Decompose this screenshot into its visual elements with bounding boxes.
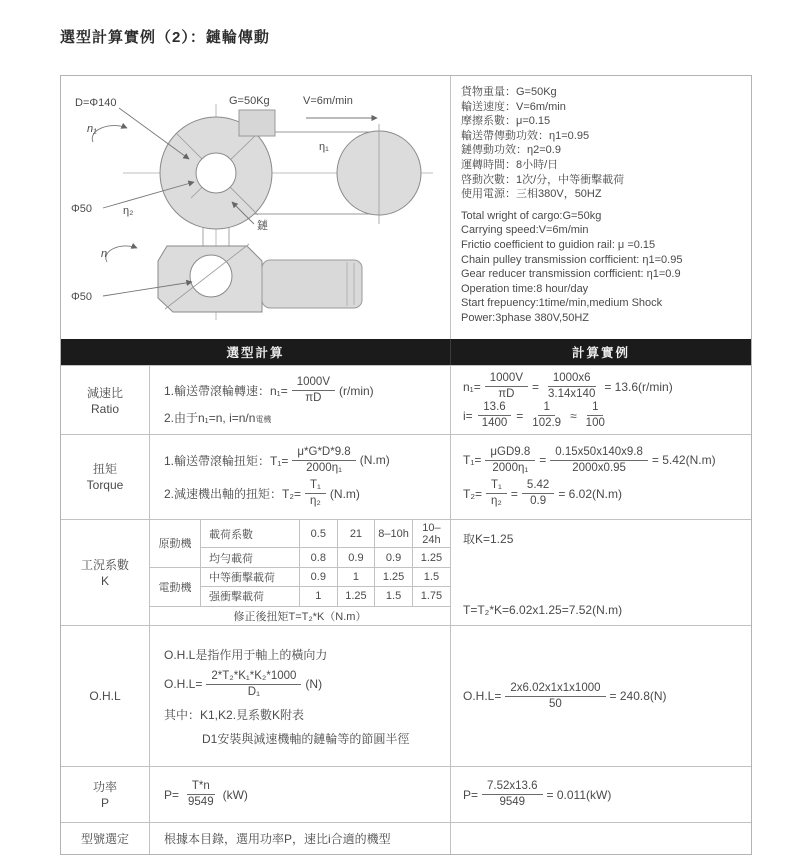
- fraction: $\frac{1000x6}{3.14x140}$: [548, 372, 596, 400]
- formula-line: 2.由于n₁=n, i=n/n 電機: [164, 411, 272, 425]
- formula-line: i= $\frac{13.6}{1400}$ = $\frac{1}{102.9}$ ≈ $\frac{1}{100}$: [463, 401, 743, 430]
- fraction: $\frac{7.52x13.6}{9549}$: [482, 780, 543, 809]
- formula-line: 1.輸送帶滾輪轉速：n₁= $\frac{1000V}{\pi D}$ (r/min): [164, 376, 374, 404]
- k-label-en: K: [100, 573, 109, 588]
- row-k-factor: [61, 519, 751, 625]
- spec-line: 使用電源：三相380V，50HZ: [461, 188, 602, 201]
- selection-calculation-table: [60, 75, 752, 855]
- k-cell: 1.5: [412, 567, 450, 586]
- k-cell: 0.5: [300, 520, 338, 548]
- fraction: $\frac{\text{T₁}}{\text{η₂}}$: [305, 479, 326, 508]
- header-selection-calc: 選型計算: [226, 346, 285, 360]
- specs-chinese: [461, 85, 741, 202]
- specifications-panel: [450, 76, 751, 344]
- k-cell: 0.9: [300, 567, 338, 586]
- ohl-note-1: 其中：K1,K2.見系數K附表: [164, 707, 305, 722]
- spec-line: Operation time:8 hour/day: [461, 282, 589, 295]
- n-label: n: [101, 248, 108, 260]
- k-example-cell: [450, 520, 751, 625]
- table-row: [150, 520, 450, 548]
- torque-label-zh: 扭矩: [92, 462, 117, 476]
- row-ohl: [61, 625, 751, 766]
- k-cell: 8–10h: [375, 520, 413, 548]
- ohl-label: [61, 626, 149, 766]
- formula-line: P= $\frac{T*n}{9549}$ (kW): [164, 780, 248, 808]
- phi50-bottom-label: Φ50: [71, 291, 93, 303]
- speed-label: V=6m/min: [303, 95, 353, 107]
- k-cell: 0.9: [375, 548, 413, 567]
- n1-label: n₁: [87, 123, 97, 135]
- ohl-definition: O.H.L是指作用于軸上的橫向力: [164, 647, 328, 662]
- ratio-label: [61, 366, 149, 436]
- fraction: $\frac{5.42}{0.9}$: [522, 479, 554, 508]
- k-cell: 1.25: [412, 548, 450, 567]
- k-label: [61, 520, 149, 625]
- formula-line: T₁= $\frac{\text{μGD9.8}}{\text{2000η₁}}$ = $\frac{0.15x50x140x9.8}{2000x0.95}$ = 5.42(N.m): [463, 445, 716, 474]
- k-cell: 1: [300, 587, 338, 606]
- cargo-weight-label: G=50Kg: [229, 95, 270, 107]
- torque-example-cell: [450, 435, 751, 519]
- row-model-selection: [61, 822, 751, 854]
- spec-line: 輸送帶傳動功效：η1=0.95: [461, 129, 590, 142]
- model-label-zh: 型號選定: [80, 831, 129, 846]
- formula-line: n₁= $\frac{1000V}{\pi D}$ = $\frac{1000x6}{3.14x140}$ = 13.6(r/min): [463, 372, 673, 400]
- conveyor-diagram: [61, 76, 450, 344]
- spec-line: Carrying speed:V=6m/min: [461, 224, 589, 237]
- k-calc-cell: [149, 520, 450, 625]
- row-ratio: [61, 365, 751, 434]
- ratio-label-zh: 減速比: [86, 386, 123, 400]
- fraction: $\frac{\text{T₁}}{\text{η₂}}$: [486, 479, 507, 508]
- fraction: $\frac{T*n}{9549}$: [188, 780, 214, 808]
- torque-calc-cell: [149, 435, 450, 519]
- diagram-row: [61, 76, 751, 339]
- k-cell: 1.75: [412, 587, 450, 606]
- k-cell: 載荷系數: [201, 520, 300, 548]
- fraction: $\frac{2x6.02x1x1x1000}{50}$: [505, 682, 605, 711]
- spec-line: 運轉時間：8小時/日: [461, 158, 559, 171]
- fraction: $\frac{1}{102.9}$: [532, 401, 562, 429]
- fraction: $\frac{\text{μGD9.8}}{\text{2000η₁}}$: [485, 446, 535, 475]
- model-selection-note: 根據本目錄，選用功率P，速比i合適的機型: [164, 832, 391, 846]
- fraction: $\frac{1000V}{\pi D}$: [292, 376, 335, 405]
- spec-line: 輸送速度：V=6m/min: [461, 100, 566, 113]
- model-example-cell: [450, 823, 751, 854]
- spec-line: Chain pulley transmission corfficient: η1=0.95: [461, 253, 683, 266]
- fraction: $\frac{0.15x50x140x9.8}{2000x0.95}$: [550, 446, 648, 475]
- left-pulley-bore: [196, 153, 236, 193]
- ohl-calc-cell: [149, 626, 450, 766]
- formula-line: O.H.L= $\frac{\text{2*T₂*K₁*K₂*1000}}{\text{D₁}}$ (N): [164, 669, 323, 698]
- page-title: 選型計算實例（2）：鏈輪傳動: [60, 29, 270, 46]
- model-calc-cell: [149, 823, 450, 854]
- power-label-en: P: [100, 795, 109, 810]
- formula-line: P= $\frac{7.52x13.6}{9549}$ = 0.011(kW): [463, 780, 612, 808]
- fraction: $\frac{13.6}{1400}$: [477, 401, 513, 430]
- k-table-footer: 修正後扭矩T=T₂*K（N.m）: [150, 606, 450, 625]
- ohl-note-2: D1安裝與減速機軸的鏈輪等的節圓半徑: [202, 731, 410, 746]
- k-corrected-torque: T=T₂*K=6.02x1.25=7.52(N.m): [463, 603, 623, 617]
- k-cell: 1: [337, 567, 375, 586]
- spec-line: Start frepuency:1time/min,medium Shock: [461, 297, 663, 310]
- ratio-calc-cell: [149, 366, 450, 436]
- fraction: $\frac{\mu*G*D*9.8}{\text{2000η₁}}$: [292, 446, 355, 475]
- formula-line: 2.減速機出軸的扭矩：T₂= $\frac{\text{T₁}}{\text{η₂}}$ (N.m): [164, 479, 360, 508]
- eta1-label: η₁: [319, 141, 329, 153]
- spec-line: Total wright of cargo:G=50kg: [461, 209, 602, 222]
- k-group-prime-mover: 原動機: [150, 520, 201, 567]
- power-example-cell: [450, 767, 751, 822]
- power-calc-cell: [149, 767, 450, 822]
- spec-line: 鏈傳動功效：η2=0.9: [461, 144, 561, 157]
- ohl-example-cell: [450, 626, 751, 766]
- k-cell: 1.25: [375, 567, 413, 586]
- row-power: [61, 766, 751, 822]
- spec-line: 貨物重量：G=50Kg: [461, 86, 557, 98]
- k-cell: 1.25: [337, 587, 375, 606]
- spec-line: Gear reducer transmission corfficient: η1=0.9: [461, 268, 681, 281]
- formula-line: 1.輸送帶滾輪扭矩：T₁= $\frac{\mu*G*D*9.8}{\text{2000η₁}}$ (N.m): [164, 445, 390, 474]
- table-row: [150, 567, 450, 586]
- spec-line: Frictio coefficient to guidion rail: μ =0.15: [461, 238, 656, 251]
- power-label-zh: 功率: [92, 779, 117, 794]
- header-calc-example: 計算實例: [450, 339, 751, 365]
- spec-line: Power:3phase 380V,50HZ: [461, 311, 590, 324]
- k-cell: 强衝擊載荷: [201, 587, 300, 606]
- table-row: [150, 606, 450, 625]
- cargo-box: [239, 110, 275, 136]
- formula-line: T₂= $\frac{\text{T₁}}{\text{η₂}}$ = $\frac{5.42}{0.9}$ = 6.02(N.m): [463, 479, 622, 508]
- specs-english: [461, 209, 741, 326]
- conveyor-diagram-drawing: [61, 76, 450, 339]
- spec-line: 啓動次數：1次/分，中等衝擊載荷: [461, 173, 625, 186]
- spec-line: 摩擦系數：μ=0.15: [461, 115, 551, 128]
- k-cell: 均勻載荷: [201, 548, 300, 567]
- k-coefficient-table: [150, 520, 450, 625]
- ratio-example-cell: [450, 366, 751, 436]
- fraction: $\frac{\text{2*T₂*K₁*K₂*1000}}{\text{D₁}}$: [206, 670, 301, 699]
- fraction: $\frac{1}{100}$: [585, 401, 605, 429]
- k-cell: 1.5: [375, 587, 413, 606]
- ohl-label-zh: O.H.L: [89, 689, 121, 703]
- ratio-label-en: Ratio: [90, 402, 119, 416]
- eta2-label: η₂: [123, 205, 134, 217]
- k-group-electric-motor: 電動機: [150, 567, 201, 606]
- torque-label: [61, 435, 149, 519]
- k-cell: 0.9: [337, 548, 375, 567]
- power-label: [61, 767, 149, 822]
- k-cell: 中等衝擊載荷: [201, 567, 300, 586]
- diameter-label: D=Φ140: [75, 97, 117, 109]
- phi50-top-label: Φ50: [71, 203, 93, 215]
- k-label-zh: 工況系數: [80, 557, 129, 572]
- k-cell: 10–24h: [412, 520, 450, 548]
- torque-label-en: Torque: [86, 478, 124, 492]
- k-cell: 0.8: [300, 548, 338, 567]
- fraction: $\frac{1000V}{\pi D}$: [485, 372, 528, 401]
- chain-label: 鏈: [257, 220, 268, 232]
- model-label: [61, 823, 149, 854]
- k-chosen-value: 取K=1.25: [463, 532, 514, 546]
- row-torque: [61, 434, 751, 519]
- k-cell: 21: [337, 520, 375, 548]
- formula-line: O.H.L= $\frac{2x6.02x1x1x1000}{50}$ = 240.8(N): [463, 681, 667, 710]
- sprocket-bore: [190, 255, 232, 297]
